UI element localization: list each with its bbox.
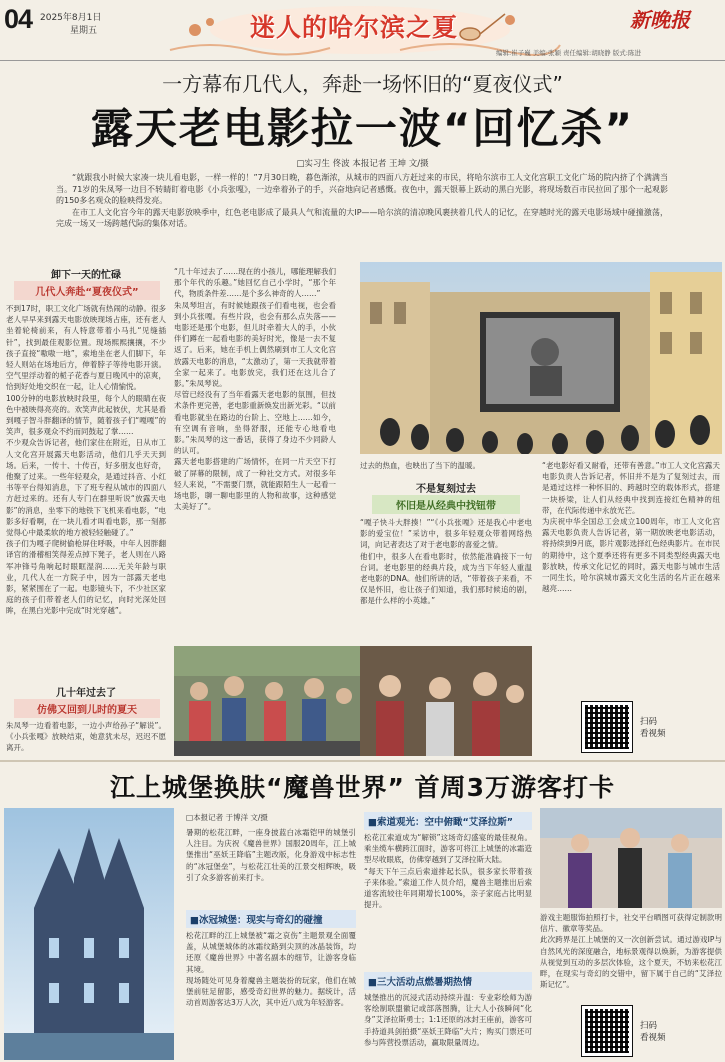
article2-subhead1-text: 冰冠城堡：现实与奇幻的碰撞 (198, 915, 323, 926)
editor-credits: 编辑:崔子巍 美编:张颖 责任编辑:胡晓静 版式:陈进 (496, 49, 641, 57)
article2-col1-cont: 松花江畔的江上城堡被“霜之哀伤”主题景观全面覆盖，从城堡城体的冰霜纹路到尖顶的冰晶装饰，均还原《魔兽世界》中著名副本的细节，让游客身临其境。 现场随处可见身着魔兽主题装扮的玩家，他们在城堡前驻足留影，感受奇幻世界的魅力。据统计，活动首周游客达3万人次，其中近八成为年轻游客。 (186, 931, 356, 1008)
article2-subhead3 (364, 972, 532, 990)
castle-photo (4, 808, 174, 1060)
article1-col4: “老电影好看又耐看，还带有善意。”市工人文化宫露天电影负责人告诉记者，怀旧并不是为了复刻过去，而是通过这样一种怀旧的、跨越时空的载体形式，搭建一块桥梁，让人们从经典中找到连接红色精神的纽带，在代际传递中永放光芒。 为庆祝中华全国总工会成立100周年，市工人文化宫露天电影负责人告诉记者，第一期放映老电影活动，将持续到9月底，影片观影选择红色经典影片。在市民的期待中，这个夏季还将有更多不同类型经典露天电影放映，传承文化记忆的同时，露天电影与城市生活一同生长，哈尔滨城市露天文化生活的名片正在越来越亮…… (542, 461, 720, 594)
article1-kicker: 一方幕布几代人，奔赴一场怀旧的“夏夜仪式” (162, 72, 563, 96)
article1-headline: 露天老电影拉一波“回忆杀” (90, 104, 635, 153)
article1-col3: “嘎子快斗大胖揍！”“《小兵张嘎》还是我心中老电影的爱宝位！”采访中，很多年轻观众带着网络热词，向记者表达了对于老电影的喜爱之情。 他们中，很多人在看电影时，依然能准确接下一句台词。老电影里的经典片段，成为当下年轻人重温老电影的DNA。他们所讲的话，“带着孩子来看，不仅是怀旧，也让孩子们知道，我们那时候追的剧，都是什么样的小英雄。” (360, 518, 532, 606)
outdoor-cinema-photo (360, 262, 722, 454)
subhead3-top: 不是复刻过去 (416, 484, 476, 495)
subhead1-main: 几代人奔赴“夏夜仪式” (14, 281, 160, 300)
lead-paragraph-2: 在市工人文化宫今年的露天电影放映季中，红色老电影成了最具人气和流量的大IP——哈尔滨的清凉晚风裹挟着几代人的记忆，在穿越时光的露天电影场域中碰撞激荡，完成一场又一场跨越代际的集体对话。 (56, 207, 668, 229)
article2-col2: 松花江索道成为“解锁”这场奇幻盛宴的最佳视角。乘坐缆车横跨江面时，游客可将江上城堡的冰霜造型尽收眼底，仿佛穿越到了艾泽拉斯大陆。 “每天下午三点后索道排起长队，很多家长带着孩子来体验。”索道工作人员介绍，魔兽主题推出后索道客流较往年同期增长100%，亲子家庭占比明显提升。 (364, 833, 532, 910)
article2-col1: 暑期的松花江畔，一座身披蓝白冰霜铠甲的城堡引人注目。为庆祝《魔兽世界》国服20周年，江上城堡推出“巫妖王降临”主题改版，化身游戏中标志性的“冰冠堡垒”，与松花江壮美的江景交相辉映，吸引了众多游客前来打卡。 (186, 828, 356, 882)
article1-col2-end: 过去的热血，也映出了当下的温暖。 (360, 461, 480, 470)
article-divider (0, 760, 725, 762)
audience-photo-right (360, 646, 532, 756)
lead-paragraph-1: “就跟我小时候大家凑一块儿看电影，一样一样的！”7月30日晚，暮色渐浓，从城市的四面八方赶过来的市民，将哈尔滨市工人文化宫职工文化广场的院内挤了个满满当当。71岁的朱凤琴一边目不转睛盯着电影《小兵张嘎》，一边牵着孙子的手，兴奋地向记者感慨。夜色中，露天银幕上跃动的黑白光影，将现场数百市民拉回了那个一起观影的150多名观众的脸映得发亮。 (56, 173, 668, 206)
section-title: 迷人的哈尔滨之夏 (250, 13, 459, 42)
subhead-marker-1: ■ (190, 915, 199, 926)
article2-subhead2 (364, 812, 532, 830)
article2-col2-cont: 城堡推出的沉浸式活动持续升温：专业彩绘师为游客绘制联盟徽记或部落图腾，让大人小孩瞬间“化身”艾泽拉斯勇士；1:1还原的冰封王座前，游客可手持道具剑拍摄“巫妖王降临”大片；购买门票还可参与阵营投票活动，赢取限量周边。 (364, 993, 532, 1047)
article1-qr-code[interactable] (582, 702, 632, 752)
article2-col3: 游戏主题服饰拍照打卡，社交平台晒图可获得定制款明信片、徽章等奖品。 此次跨界是江上城堡的又一次创新尝试。通过游戏IP与自然风光的深度融合，地标景观得以焕新，为游客提供从视觉到互动的多层次体验，这个夏天，不妨来松花江畔，在现实与奇幻的交错中，留下属于自己的“艾泽拉斯记忆”。 (540, 913, 722, 990)
article2-subhead3-text: 三大活动点燃暑期热情 (376, 977, 472, 988)
article1-qr-label: 扫码 看视频 (640, 717, 666, 739)
article2-qr-label: 扫码 看视频 (640, 1021, 666, 1043)
subhead-marker-3: ■ (368, 977, 377, 988)
subhead2-main: 仿佛又回到儿时的夏天 (14, 699, 160, 718)
article1-col2: “几十年过去了……现在的小孩儿，哪能理解我们那个年代的乐趣。”她回忆自己小学时，“那个年代，物质条件差……是个多么神奇的人……” 朱凤琴坦言，有时候她跟孩子们看电视，也会看到小兵张嘎。有些片段，也会有那么点失落——电影还是那个电影，但儿时牵着大人的手，小伙伴们蹲在一起看电影的美好时光，像是一去不复返了。后来，她在手机上偶然刷到市工人文化宫放露天电影的消息，“太激动了，第一天我就带着全家一起来了。电影放完，我们还在这儿合了影。”朱凤琴说。 尽管已经没有了当年看露天老电影的氛围，但技术条件更完善，老电影重新焕发出新光彩。“以前看电影就坐在路边的台阶上、空地上……如今，有空调有音响，坐得舒服，还能专心地看电影。”朱凤琴的这一番话，获得了身边不少同龄人的认可。 露天老电影搭建的广场情怀，在同一片天空下打破了屏幕的限制，成了一种社交方式。对很多年轻人来说，“不需要门票，就能跟陌生人一起看一场电影，聊一聊电影里的人物和故事，这种感觉太美好了”。 (174, 267, 336, 512)
page-number: 04 (4, 4, 33, 34)
article2-headline: 江上城堡换肤“魔兽世界” 首周3万游客打卡 (110, 773, 615, 802)
article2-subhead2-text: 索道观光：空中俯瞰“艾泽拉斯” (376, 817, 513, 828)
article2-byline: □本报记者 于博洋 文/摄 (186, 813, 268, 822)
article2-subhead1 (186, 910, 356, 928)
article1-col1: 不到17时，职工文化广场就有热闹的动静。很多老人早早来到露天电影放映现场占座，还有老人坐着轮椅前来，有人特意带着小马扎“见缝插针”，找到最佳观影位置。现场熙熙攘攘，不少孩子直接“嗷嗷一地”，索地坐在老人们脚下，年轻人则站在场地后方，伸着脖子等待电影开演。空气里浮动着的栀子花香与夏日晚风中的凉爽，恰到好处地交织在一起，让人心情愉悦。 100分钟的电影放映时段里，每个人的眼睛在夜色中被映得亮亮的。欢笑声此起彼伏，尤其是看到嘎子智斗胖翻译的情节，随着孩子们“嘎嘎”的笑声，很多观众不约而同鼓起了掌…… 不少观众告诉记者，他们家住在附近，日从市工人文化宫开展露天电影活动，他们几乎天天到场。后来，一传十、十传百，好多朋友也好奇，他聚了过来。一些年轻观众，是通过抖音、小红书等平台得知消息，下了班专程从城市的四面八方赶过来的。还有人专门在群里听说“放露天电影”的消息，坐零下的地铁下飞机来看电影，“电影多好看啊，在一块儿看才叫看电影，那一刻都觉得心中最柔软的地方被轻轻触碰了。” 孩子们为嘎子爬树偷枪屏住呼吸，中年人因胖翻译官的滑稽相笑得差点掉下凳子，老人则在八路军冲锋号角响起时眼眶湿润……无关年龄与职业，几代人在一方院子中，因为一部露天老电影，紧紧围在了一起。电影镜头下，不少社区家庭的孩子们带着老人们的记忆，向时光深处回眸，在黑白光影中完成“时光穿越”。 (6, 304, 166, 616)
subhead-marker-2: ■ (368, 817, 377, 828)
issue-date: 2025年8月1日 (40, 13, 102, 23)
audience-photo-left (174, 646, 360, 756)
cosplay-photo (540, 808, 722, 908)
subhead3-main: 怀旧是从经典中找钮带 (372, 495, 520, 514)
article1-byline: □实习生 佟波 本报记者 王坤 文/摄 (296, 159, 429, 169)
issue-weekday: 星期五 (70, 26, 98, 36)
subhead2-top: 几十年过去了 (56, 688, 116, 699)
article2-qr-code[interactable] (582, 1006, 632, 1056)
article1-col1-end: 朱凤琴一边看着电影，一边小声给孙子“解说”。《小兵张嘎》放映结束，她意犹未尽，迟迟不愿离开。 (6, 721, 166, 753)
subhead1-top: 卸下一天的忙碌 (51, 270, 121, 281)
article1-lead (56, 172, 668, 262)
header-rule (0, 60, 725, 61)
paper-logo: 新晚报 (630, 8, 690, 32)
